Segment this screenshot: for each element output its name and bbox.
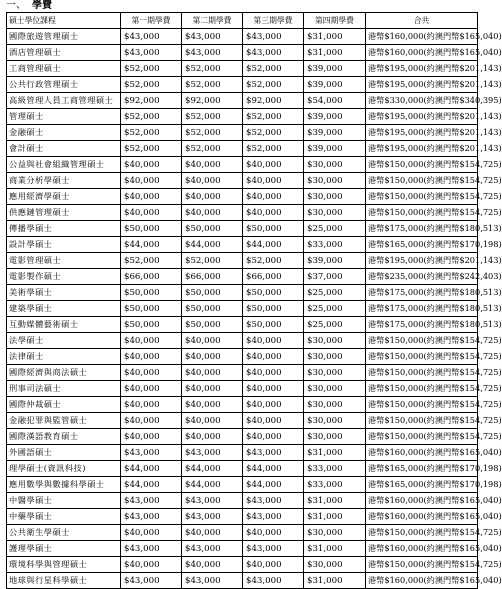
installment-3: $40,000: [243, 349, 304, 365]
programme-name: 公共行政管理碩士: [7, 77, 121, 93]
installment-1: $43,000: [121, 445, 182, 461]
table-row: [7, 333, 478, 349]
installment-2: $40,000: [182, 333, 243, 349]
installment-2: $40,000: [182, 173, 243, 189]
table-row: [7, 477, 478, 493]
installment-4: $39,000: [304, 61, 366, 77]
total-fee: 港幣$175,000(約澳門幣$180,513): [366, 221, 478, 237]
installment-1: $40,000: [121, 349, 182, 365]
total-fee: 港幣$175,000(約澳門幣$180,513): [366, 285, 478, 301]
installment-1: $40,000: [121, 157, 182, 173]
installment-4: $31,000: [304, 541, 366, 557]
programme-name: 供應鏈管理碩士: [7, 205, 121, 221]
table-row: [7, 573, 478, 589]
installment-4: $33,000: [304, 477, 366, 493]
installment-2: $52,000: [182, 77, 243, 93]
total-fee: 港幣$330,000(約澳門幣$340,395): [366, 93, 478, 109]
installment-2: $50,000: [182, 221, 243, 237]
installment-2: $92,000: [182, 93, 243, 109]
installment-4: $31,000: [304, 45, 366, 61]
table-row: [7, 413, 478, 429]
installment-4: $39,000: [304, 109, 366, 125]
programme-name: 酒店管理碩士: [7, 45, 121, 61]
installment-3: $52,000: [243, 109, 304, 125]
installment-1: $40,000: [121, 525, 182, 541]
programme-name: 國際漢語教育碩士: [7, 429, 121, 445]
installment-1: $52,000: [121, 141, 182, 157]
total-fee: 港幣$150,000(約澳門幣$154,725): [366, 397, 478, 413]
installment-1: $40,000: [121, 173, 182, 189]
installment-3: $40,000: [243, 413, 304, 429]
total-fee: 港幣$150,000(約澳門幣$154,725): [366, 365, 478, 381]
installment-3: $43,000: [243, 29, 304, 45]
installment-3: $44,000: [243, 477, 304, 493]
installment-4: $31,000: [304, 29, 366, 45]
installment-4: $30,000: [304, 397, 366, 413]
table-row: [7, 253, 478, 269]
programme-name: 工商管理碩士: [7, 61, 121, 77]
table-row: [7, 301, 478, 317]
installment-2: $52,000: [182, 125, 243, 141]
installment-3: $52,000: [243, 141, 304, 157]
table-row: [7, 221, 478, 237]
table-row: [7, 429, 478, 445]
installment-3: $50,000: [243, 221, 304, 237]
total-fee: 港幣$150,000(約澳門幣$154,725): [366, 189, 478, 205]
installment-2: $43,000: [182, 29, 243, 45]
total-fee: 港幣$165,000(約澳門幣$170,198): [366, 237, 478, 253]
installment-1: $52,000: [121, 61, 182, 77]
header-total: 合共: [366, 13, 478, 29]
installment-4: $25,000: [304, 317, 366, 333]
installment-3: $50,000: [243, 317, 304, 333]
total-fee: 港幣$195,000(約澳門幣$201,143): [366, 109, 478, 125]
installment-1: $52,000: [121, 125, 182, 141]
total-fee: 港幣$195,000(約澳門幣$201,143): [366, 61, 478, 77]
installment-2: $40,000: [182, 189, 243, 205]
installment-1: $40,000: [121, 413, 182, 429]
installment-2: $50,000: [182, 317, 243, 333]
installment-1: $50,000: [121, 301, 182, 317]
installment-3: $40,000: [243, 429, 304, 445]
programme-name: 刑事司法碩士: [7, 381, 121, 397]
programme-name: 國際仲裁碩士: [7, 397, 121, 413]
programme-name: 國際經濟與商法碩士: [7, 365, 121, 381]
installment-3: $52,000: [243, 77, 304, 93]
installment-3: $40,000: [243, 205, 304, 221]
installment-2: $50,000: [182, 285, 243, 301]
section-title: 學費: [32, 0, 52, 11]
total-fee: 港幣$150,000(約澳門幣$154,725): [366, 381, 478, 397]
total-fee: 港幣$150,000(約澳門幣$154,725): [366, 413, 478, 429]
installment-4: $30,000: [304, 173, 366, 189]
installment-4: $30,000: [304, 189, 366, 205]
installment-1: $43,000: [121, 29, 182, 45]
header-installment-4: 第四期學費: [304, 13, 366, 29]
table-row: [7, 493, 478, 509]
table-row: [7, 397, 478, 413]
installment-1: $40,000: [121, 381, 182, 397]
installment-1: $40,000: [121, 365, 182, 381]
installment-3: $43,000: [243, 509, 304, 525]
programme-name: 會計碩士: [7, 141, 121, 157]
table-row: [7, 189, 478, 205]
installment-4: $25,000: [304, 301, 366, 317]
installment-1: $40,000: [121, 189, 182, 205]
total-fee: 港幣$175,000(約澳門幣$180,513): [366, 301, 478, 317]
table-row: [7, 237, 478, 253]
installment-2: $43,000: [182, 541, 243, 557]
installment-3: $43,000: [243, 541, 304, 557]
installment-2: $40,000: [182, 413, 243, 429]
installment-3: $40,000: [243, 173, 304, 189]
installment-1: $40,000: [121, 205, 182, 221]
programme-name: 應用數學與數據科學碩士: [7, 477, 121, 493]
installment-1: $43,000: [121, 45, 182, 61]
installment-4: $54,000: [304, 93, 366, 109]
total-fee: 港幣$160,000(約澳門幣$165,040): [366, 509, 478, 525]
installment-2: $40,000: [182, 205, 243, 221]
installment-4: $30,000: [304, 365, 366, 381]
total-fee: 港幣$195,000(約澳門幣$201,143): [366, 77, 478, 93]
installment-3: $50,000: [243, 301, 304, 317]
table-row: [7, 349, 478, 365]
installment-4: $30,000: [304, 381, 366, 397]
total-fee: 港幣$160,000(約澳門幣$165,040): [366, 541, 478, 557]
installment-3: $52,000: [243, 125, 304, 141]
installment-3: $43,000: [243, 493, 304, 509]
table-row: [7, 285, 478, 301]
installment-4: $25,000: [304, 221, 366, 237]
installment-4: $31,000: [304, 493, 366, 509]
installment-2: $43,000: [182, 493, 243, 509]
installment-2: $40,000: [182, 381, 243, 397]
programme-name: 外國語碩士: [7, 445, 121, 461]
installment-4: $30,000: [304, 349, 366, 365]
installment-1: $44,000: [121, 237, 182, 253]
installment-4: $31,000: [304, 509, 366, 525]
total-fee: 港幣$195,000(約澳門幣$201,143): [366, 253, 478, 269]
programme-name: 美術學碩士: [7, 285, 121, 301]
installment-3: $66,000: [243, 269, 304, 285]
installment-2: $40,000: [182, 157, 243, 173]
table-row: [7, 525, 478, 541]
programme-name: 公益與社會組織管理碩士: [7, 157, 121, 173]
total-fee: 港幣$195,000(約澳門幣$201,143): [366, 141, 478, 157]
installment-4: $25,000: [304, 285, 366, 301]
section-heading: [6, 0, 52, 11]
installment-2: $40,000: [182, 365, 243, 381]
total-fee: 港幣$165,000(約澳門幣$170,198): [366, 477, 478, 493]
installment-1: $50,000: [121, 221, 182, 237]
installment-1: $44,000: [121, 477, 182, 493]
table-row: [7, 365, 478, 381]
programme-name: 理學碩士(資訊科技): [7, 461, 121, 477]
installment-3: $44,000: [243, 461, 304, 477]
installment-4: $30,000: [304, 525, 366, 541]
total-fee: 港幣$160,000(約澳門幣$165,040): [366, 573, 478, 589]
table-row: [7, 93, 478, 109]
installment-1: $40,000: [121, 333, 182, 349]
installment-2: $43,000: [182, 509, 243, 525]
installment-2: $52,000: [182, 109, 243, 125]
installment-4: $31,000: [304, 573, 366, 589]
table-row: [7, 445, 478, 461]
total-fee: 港幣$150,000(約澳門幣$154,725): [366, 349, 478, 365]
table-row: [7, 381, 478, 397]
table-row: [7, 61, 478, 77]
table-row: [7, 173, 478, 189]
header-installment-2: 第二期學費: [182, 13, 243, 29]
installment-1: $52,000: [121, 109, 182, 125]
table-row: [7, 45, 478, 61]
installment-3: $40,000: [243, 557, 304, 573]
total-fee: 港幣$165,000(約澳門幣$170,198): [366, 461, 478, 477]
header-installment-3: 第三期學費: [243, 13, 304, 29]
installment-2: $44,000: [182, 237, 243, 253]
programme-name: 建築學碩士: [7, 301, 121, 317]
table-row: [7, 269, 478, 285]
programme-name: 法律碩士: [7, 349, 121, 365]
installment-2: $40,000: [182, 429, 243, 445]
programme-name: 應用經濟學碩士: [7, 189, 121, 205]
total-fee: 港幣$150,000(約澳門幣$154,725): [366, 157, 478, 173]
programme-name: 管理碩士: [7, 109, 121, 125]
programme-name: 中藥學碩士: [7, 509, 121, 525]
installment-2: $52,000: [182, 141, 243, 157]
installment-4: $30,000: [304, 429, 366, 445]
installment-1: $40,000: [121, 429, 182, 445]
header-installment-1: 第一期學費: [121, 13, 182, 29]
installment-3: $40,000: [243, 365, 304, 381]
total-fee: 港幣$175,000(約澳門幣$180,513): [366, 317, 478, 333]
installment-1: $50,000: [121, 317, 182, 333]
installment-3: $40,000: [243, 397, 304, 413]
installment-4: $39,000: [304, 125, 366, 141]
installment-2: $40,000: [182, 557, 243, 573]
installment-4: $30,000: [304, 413, 366, 429]
programme-name: 金融碩士: [7, 125, 121, 141]
total-fee: 港幣$235,000(約澳門幣$242,403): [366, 269, 478, 285]
installment-3: $40,000: [243, 525, 304, 541]
programme-name: 電影管理碩士: [7, 253, 121, 269]
table-row: [7, 109, 478, 125]
installment-3: $52,000: [243, 253, 304, 269]
installment-4: $39,000: [304, 141, 366, 157]
installment-4: $39,000: [304, 77, 366, 93]
installment-3: $40,000: [243, 189, 304, 205]
installment-3: $43,000: [243, 573, 304, 589]
installment-2: $50,000: [182, 301, 243, 317]
installment-2: $44,000: [182, 461, 243, 477]
installment-2: $40,000: [182, 397, 243, 413]
total-fee: 港幣$195,000(約澳門幣$201,143): [366, 125, 478, 141]
installment-2: $52,000: [182, 61, 243, 77]
programme-name: 護理學碩士: [7, 541, 121, 557]
installment-1: $43,000: [121, 573, 182, 589]
programme-name: 商業分析學碩士: [7, 173, 121, 189]
installment-4: $33,000: [304, 237, 366, 253]
installment-4: $33,000: [304, 461, 366, 477]
installment-3: $92,000: [243, 93, 304, 109]
installment-2: $43,000: [182, 445, 243, 461]
installment-2: $44,000: [182, 477, 243, 493]
total-fee: 港幣$150,000(約澳門幣$154,725): [366, 333, 478, 349]
programme-name: 高級管理人員工商管理碩士: [7, 93, 121, 109]
total-fee: 港幣$160,000(約澳門幣$165,040): [366, 493, 478, 509]
table-row: [7, 205, 478, 221]
installment-1: $52,000: [121, 253, 182, 269]
installment-3: $44,000: [243, 237, 304, 253]
programme-name: 中醫學碩士: [7, 493, 121, 509]
installment-3: $43,000: [243, 45, 304, 61]
installment-3: $50,000: [243, 285, 304, 301]
installment-2: $43,000: [182, 45, 243, 61]
table-row: [7, 125, 478, 141]
section-number: 一、: [6, 0, 26, 11]
installment-2: $66,000: [182, 269, 243, 285]
total-fee: 港幣$150,000(約澳門幣$154,725): [366, 525, 478, 541]
installment-2: $40,000: [182, 349, 243, 365]
installment-1: $44,000: [121, 461, 182, 477]
tuition-fee-table: [6, 12, 502, 589]
total-fee: 港幣$150,000(約澳門幣$154,725): [366, 205, 478, 221]
total-fee: 港幣$150,000(約澳門幣$154,725): [366, 429, 478, 445]
programme-name: 國際旅遊管理碩士: [7, 29, 121, 45]
installment-4: $30,000: [304, 157, 366, 173]
programme-name: 法學碩士: [7, 333, 121, 349]
installment-1: $92,000: [121, 93, 182, 109]
programme-name: 地球與行星科學碩士: [7, 573, 121, 589]
table-header-row: [7, 13, 478, 29]
total-fee: 港幣$150,000(約澳門幣$154,725): [366, 173, 478, 189]
installment-4: $31,000: [304, 445, 366, 461]
installment-2: $52,000: [182, 253, 243, 269]
installment-1: $43,000: [121, 493, 182, 509]
installment-3: $43,000: [243, 445, 304, 461]
installment-4: $30,000: [304, 205, 366, 221]
installment-4: $39,000: [304, 253, 366, 269]
programme-name: 環境科學與管理碩士: [7, 557, 121, 573]
total-fee: 港幣$150,000(約澳門幣$154,725): [366, 557, 478, 573]
installment-1: $52,000: [121, 77, 182, 93]
programme-name: 傳播學碩士: [7, 221, 121, 237]
table-row: [7, 509, 478, 525]
installment-1: $66,000: [121, 269, 182, 285]
installment-4: $37,000: [304, 269, 366, 285]
installment-3: $40,000: [243, 381, 304, 397]
programme-name: 電影製作碩士: [7, 269, 121, 285]
total-fee: 港幣$160,000(約澳門幣$165,040): [366, 29, 478, 45]
total-fee: 港幣$160,000(約澳門幣$165,040): [366, 45, 478, 61]
installment-3: $52,000: [243, 61, 304, 77]
installment-2: $40,000: [182, 525, 243, 541]
table-row: [7, 317, 478, 333]
table-row: [7, 461, 478, 477]
installment-3: $40,000: [243, 333, 304, 349]
programme-name: 公共衛生學碩士: [7, 525, 121, 541]
installment-1: $40,000: [121, 397, 182, 413]
programme-name: 設計學碩士: [7, 237, 121, 253]
table-row: [7, 141, 478, 157]
installment-1: $50,000: [121, 285, 182, 301]
total-fee: 港幣$160,000(約澳門幣$165,040): [366, 445, 478, 461]
installment-1: $43,000: [121, 541, 182, 557]
installment-2: $43,000: [182, 573, 243, 589]
installment-3: $40,000: [243, 157, 304, 173]
table-row: [7, 77, 478, 93]
installment-1: $40,000: [121, 557, 182, 573]
programme-name: 金融犯罪與監管碩士: [7, 413, 121, 429]
header-programme: 碩士學位課程: [7, 13, 121, 29]
installment-4: $30,000: [304, 557, 366, 573]
table-row: [7, 29, 478, 45]
table-row: [7, 157, 478, 173]
table-row: [7, 541, 478, 557]
table-row: [7, 557, 478, 573]
installment-4: $30,000: [304, 333, 366, 349]
installment-1: $43,000: [121, 509, 182, 525]
programme-name: 互動媒體藝術碩士: [7, 317, 121, 333]
